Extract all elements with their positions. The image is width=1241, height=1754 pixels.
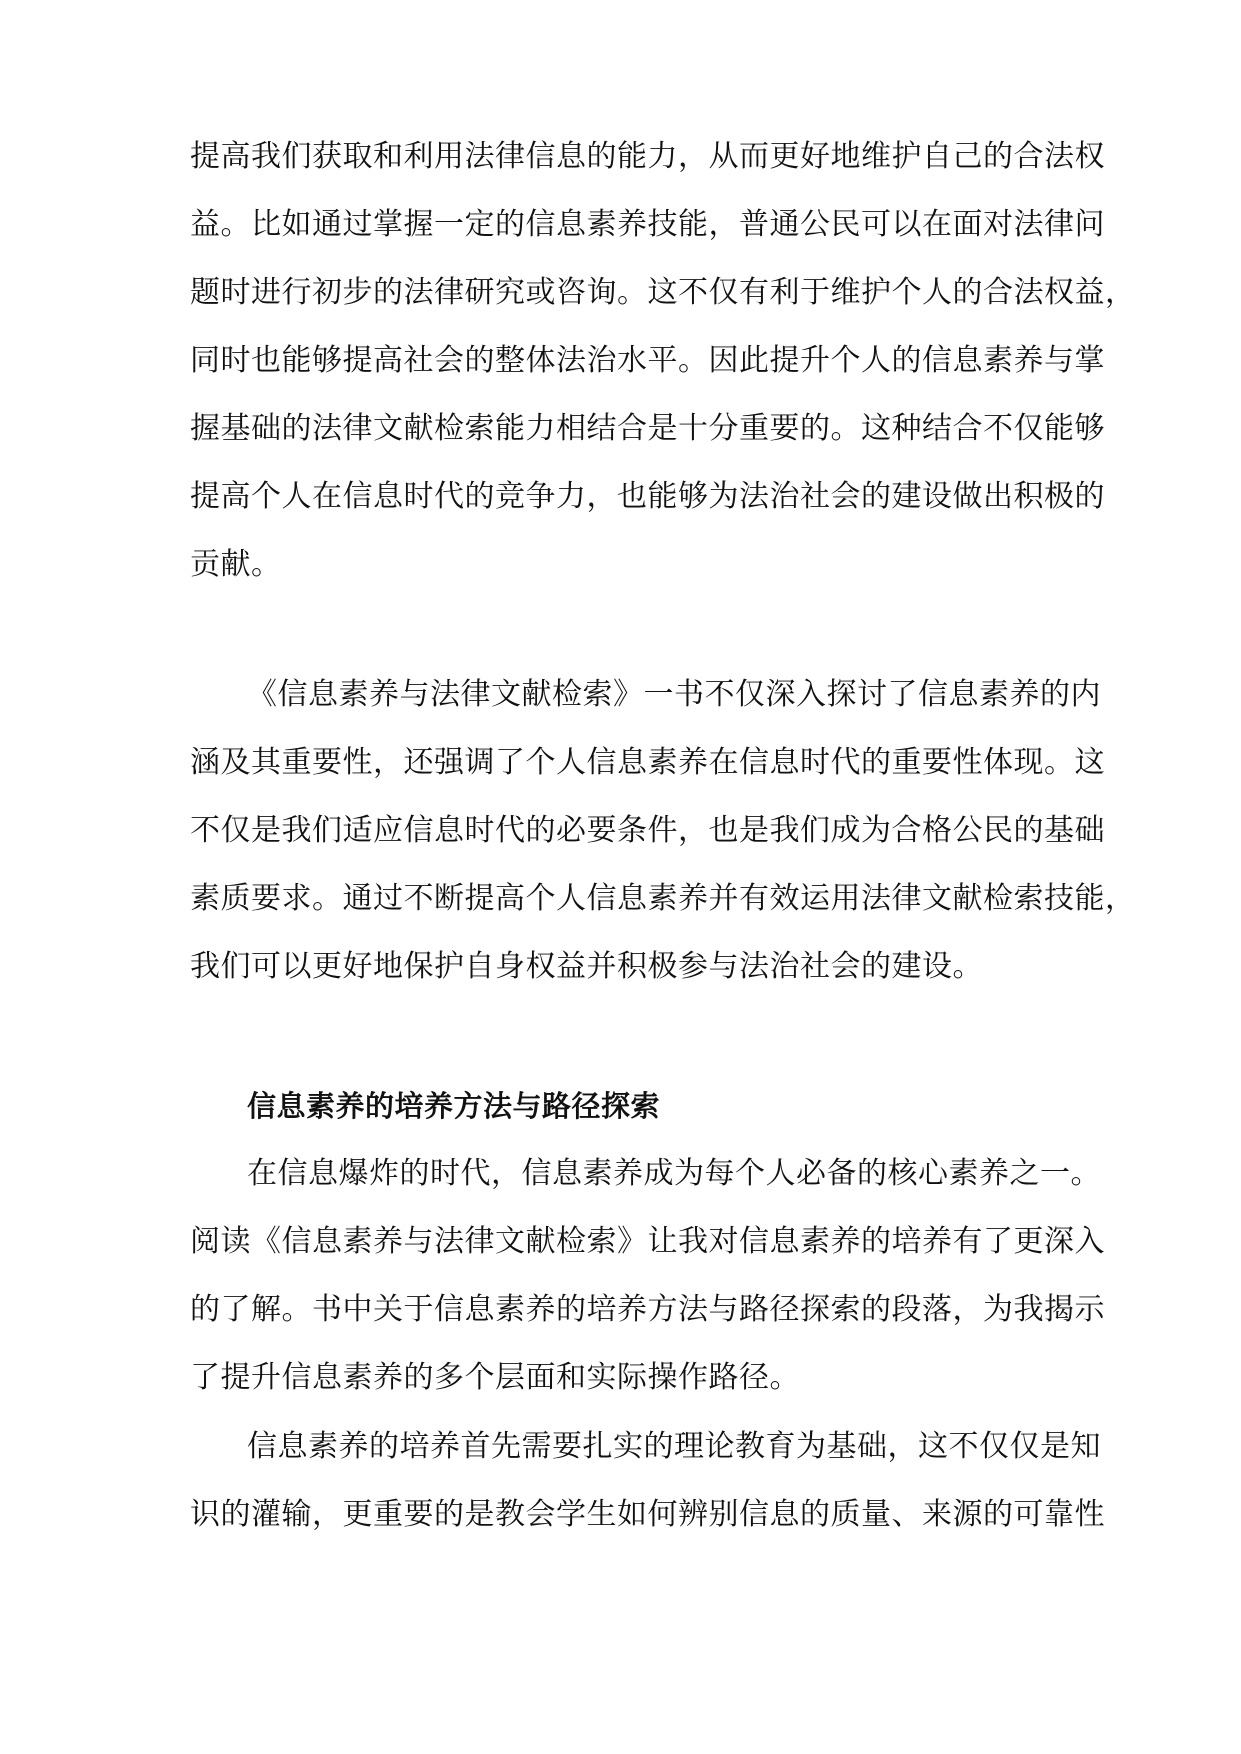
paragraph-3-line-2: 阅读《信息素养与法律文献检索》让我对信息素养的培养有了更深入 [190,1224,1105,1259]
paragraph-3-line-4: 了提升信息素养的多个层面和实际操作路径。 [190,1360,800,1395]
paragraph-2-line-4: 素质要求。通过不断提高个人信息素养并有效运用法律文献检索技能， [190,881,1136,916]
paragraph-1-line-3: 题时进行初步的法律研究或咨询。这不仅有利于维护个人的合法权益， [190,275,1136,310]
paragraph-1-line-2: 益。比如通过掌握一定的信息素养技能，普通公民可以在面对法律问 [190,207,1105,242]
paragraph-2-line-1: 《信息素养与法律文献检索》一书不仅深入探讨了信息素养的内 [247,677,1101,712]
paragraph-1 [190,123,1136,599]
section-heading-block [190,1072,1090,1140]
paragraph-1-line-7: 贡献。 [190,547,282,582]
paragraph-4-line-1: 信息素养的培养首先需要扎实的理论教育为基础，这不仅仅是知 [247,1429,1101,1464]
paragraph-1-line-4: 同时也能够提高社会的整体法治水平。因此提升个人的信息素养与掌 [190,343,1105,378]
section-heading: 信息素养的培养方法与路径探索 [247,1089,661,1123]
paragraph-2 [190,661,1136,1001]
paragraph-4 [190,1413,1105,1549]
paragraph-3-line-3: 的了解。书中关于信息素养的培养方法与路径探索的段落，为我揭示 [190,1292,1105,1327]
paragraph-1-line-5: 握基础的法律文献检索能力相结合是十分重要的。这种结合不仅能够 [190,411,1105,446]
paragraph-2-line-2: 涵及其重要性，还强调了个人信息素养在信息时代的重要性体现。这 [190,745,1105,780]
paragraph-1-line-1: 提高我们获取和利用法律信息的能力，从而更好地维护自己的合法权 [190,139,1105,174]
paragraph-1-line-6: 提高个人在信息时代的竞争力，也能够为法治社会的建设做出积极的 [190,479,1105,514]
paragraph-4-line-2: 识的灌输，更重要的是教会学生如何辨别信息的质量、来源的可靠性 [190,1497,1105,1532]
paragraph-2-line-5: 我们可以更好地保护自身权益并积极参与法治社会的建设。 [190,949,983,984]
paragraph-3 [190,1140,1105,1412]
paragraph-3-line-1: 在信息爆炸的时代，信息素养成为每个人必备的核心素养之一。 [247,1156,1101,1191]
paragraph-2-line-3: 不仅是我们适应信息时代的必要条件，也是我们成为合格公民的基础 [190,813,1105,848]
